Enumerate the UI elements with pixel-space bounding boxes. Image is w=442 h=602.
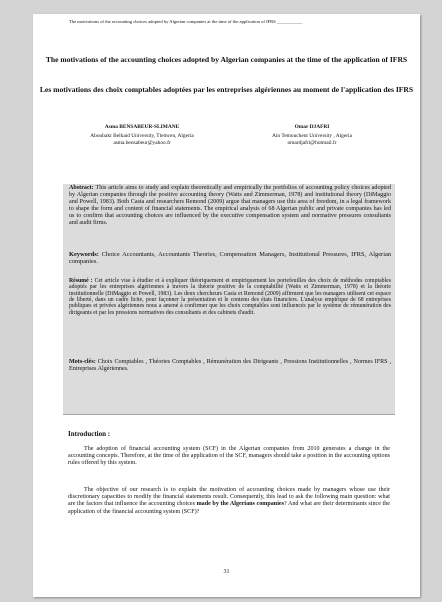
keywords-text: Choice Accountants, Accountants Theories, Compensation Managers, Institutional Pressures, IFRS, Algerian companies. [69,251,391,266]
document-page [33,14,420,597]
intro-p2-text-a: The objective of our research is to explain the motivation of accounting choices made by managers whose use their discretionary capacities to modify the financial statements result. Consequently, this lead to ask the following main question: what are the factors that influence the accounting choices [68,487,390,508]
author-2 [237,124,387,146]
author-2-email[interactable]: omardjafri@hotmail.fr [287,139,337,146]
title-french: Les motivations des choix comptables adoptées par les entreprises algériennes au moment de l'application des IFRS [39,85,414,94]
keywords-label: Keywords: [69,251,99,258]
abstract-label: Abstract: [69,185,94,191]
page-number: 31 [223,569,230,575]
author-1-email[interactable]: asma.bensabeur@yahoo.fr [113,139,171,146]
abstract-paragraph [69,185,391,226]
intro-paragraph-1: The adoption of financial accounting system (SCF) in the Algerian companies from 2010 generates a change in the accounting concepts. Therefore, at the time of the application of the SCF, managers should take a position in the accounting options rules offered by this system. [68,446,390,467]
mots-cles-paragraph [69,359,391,374]
intro-p2-bold: made by the Algerians companies [196,501,284,508]
mots-cles-text: Choix Comptables , Théories Comptables , Rémunération des Dirigeants , Pressions Institutionnelles , Normes IFRS , Entreprises Algériennes. [69,359,391,373]
author-1-affiliation: Aboubakr Belkaid University, Tlemcen, Algeria [90,133,194,140]
author-2-affiliation: Ain Temouchent University , Algeria [272,133,352,140]
title-english: The motivations of the accounting choices adopted by Algerian companies at the time of the application of IFRS [45,55,408,64]
resume-text: Cet article vise à étudier et à expliquer théoriquement et empiriquement les portefeuilles des choix de méthodes comptables adoptés par les entreprises algériennes à travers la théorie positive de la comptabilité (Watts et Zimmerman, 1978) et la théorie institutionnelle (DiMaggio et Powell, 1983). Les deux chercheurs Casta et Remond (2009) affirment que les managers utilisent cet espace de liberté, dans un cadre licite, pour façonner la présentation et le contenu des états financiers. L'analyse empirique de 68 entreprises publiques et privées algériennes nous a amené à confirmer que les choix comptables sont influencés par le système de rémunération des dirigeants et par les pressions normatives des consultants et des cabinets d'audit. [69,278,391,316]
resume-paragraph [69,278,391,316]
author-2-name: Omar DJAFRI [294,124,330,130]
intro-p2-text-b: ? And what are their determinants since the application of the financial accounting system (SCF)? [68,501,390,515]
author-1-name: Asma BENSABEUR-SLIMANE [104,124,180,130]
keywords-paragraph [69,251,391,266]
mots-cles-label: Mots-clés: [69,359,96,365]
abstract-text: This article aims to study and explain theoretically and empirically the portfolios of accounting policy choices adopted by Algerian companies through the positive accounting theory (Watts and Zimmerman, 1978) and institutional theory (DiMaggio and Powell, 1983). Both Casta and researchers Remond (2009) argue that managers use this area of freedom, in a legal framework to shape the form and content of financial statements. The empirical analysis of 68 Algerian public and private companies has led us to confirm that accounting choices are influenced by the executive compensation system and normative pressures consultants and audit firms. [69,185,391,226]
running-header: The motivations of the accounting choices adopted by Algerian companies at the time of the application of IFRS ___________ [69,19,303,24]
author-1 [57,124,227,146]
intro-paragraph-2 [68,487,390,516]
introduction-heading: Introduction : [68,430,111,438]
resume-label: Résumé : [69,278,93,284]
